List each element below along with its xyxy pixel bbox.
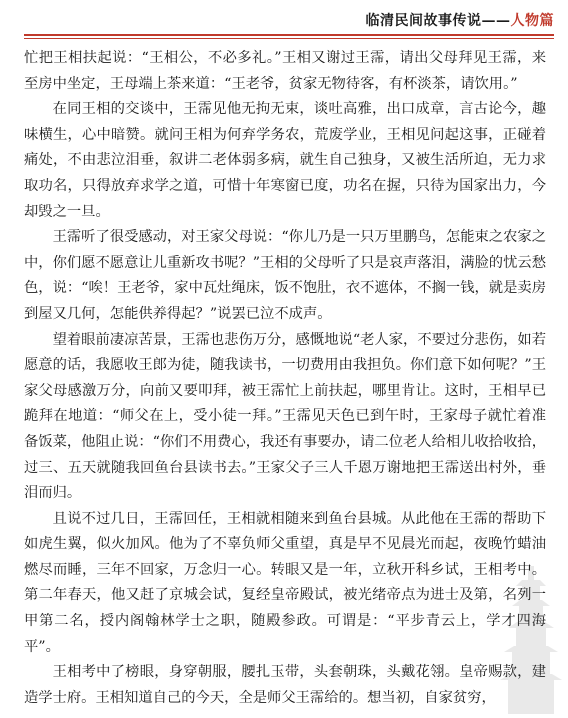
paragraph: 在同王相的交谈中，王霈见他无拘无束，谈吐高雅，出口成章，言古论今，趣味横生，心中暗赞。就问王相为何弃学务农，荒废学业，王相见问起这事，正碰着痛处，不由悲泣泪垂，叙讲二老体弱多病，就生自己独身，又被生活所迫，无力求取功名，只得放弃求学之道，可惜十年寒窗已度，功名在握，只待为国家出力，今却毁之一旦。 <box>24 101 546 220</box>
paragraph: 王霈听了很受感动，对王家父母说：“你儿乃是一只万里鹏鸟，怎能束之农家之中，你们愿不愿意让儿重新攻书呢？”王相的父母听了只是哀声落泪，满脸的忧云愁色，说：“唉！王老爷，家中瓦灶绳床，饭不饱肚，衣不遮体，不搁一钱，就是卖房到屋又几何，怎能供养得起？”说罢已泣不成声。 <box>24 229 546 322</box>
running-header <box>366 10 555 30</box>
paragraph: 忙把王相扶起说：“王相公，不必多礼。”王相又谢过王霈，请出父母拜见王霈，来至房中坐定，王母端上茶来道：“王老爷，贫家无物待客，有杯淡茶，请饮用。” <box>24 50 546 92</box>
header-rule <box>24 34 554 36</box>
section-title: 人物篇 <box>510 13 554 29</box>
paragraph: 望着眼前凄凉苦景，王霈也悲伤万分，感慨地说“老人家，不要过分悲伤，如若愿意的话，我愿收王郎为徒，随我读书，一切费用由我担负。你们意下如何呢？”王家父母感激万分，向前又要叩拜，被王霈忙上前扶起，哪里肯让。这时，王相早已跪拜在地道：“师父在上，受小徒一拜。”王霈见天色已到午时，王家母子就忙着准备饭菜，他阻止说：“你们不用费心，我还有事要办，请二位老人给相儿收拾收拾，过三、五天就随我回鱼台县读书去。”王家父子三人千恩万谢地把王霈送出村外，垂泪而归。 <box>24 331 546 502</box>
article-body <box>24 46 546 711</box>
book-title: 临清民间故事传说 <box>365 13 482 29</box>
paragraph: 王相考中了榜眼，身穿朝服，腰扎玉带，头套朝珠，头戴花翎。皇帝赐款，建造学士府。王相知道自己的今天，全是师父王霈给的。想当初，自家贫穷， <box>24 664 546 706</box>
header-separator: —— <box>481 13 511 29</box>
paragraph: 且说不过几日，王霈回任，王相就相随来到鱼台县城。从此他在王霈的帮助下如虎生翼，似火加风。他为了不辜负师父重望，真是早不见晨光而起，夜晚竹蜡油燃尽而睡，三年不回家，万念归一心。转眼又是一年，立秋开科乡试，王相考中。第二年春天，他又赶了京城会试，复经皇帝殿试，被光绪帝点为进士及第，名列一甲第二名，授内阁翰林学士之职，随殿参政。可谓是：“平步青云上，学才四海平”。 <box>24 510 546 655</box>
header-rule-thin <box>24 38 554 39</box>
